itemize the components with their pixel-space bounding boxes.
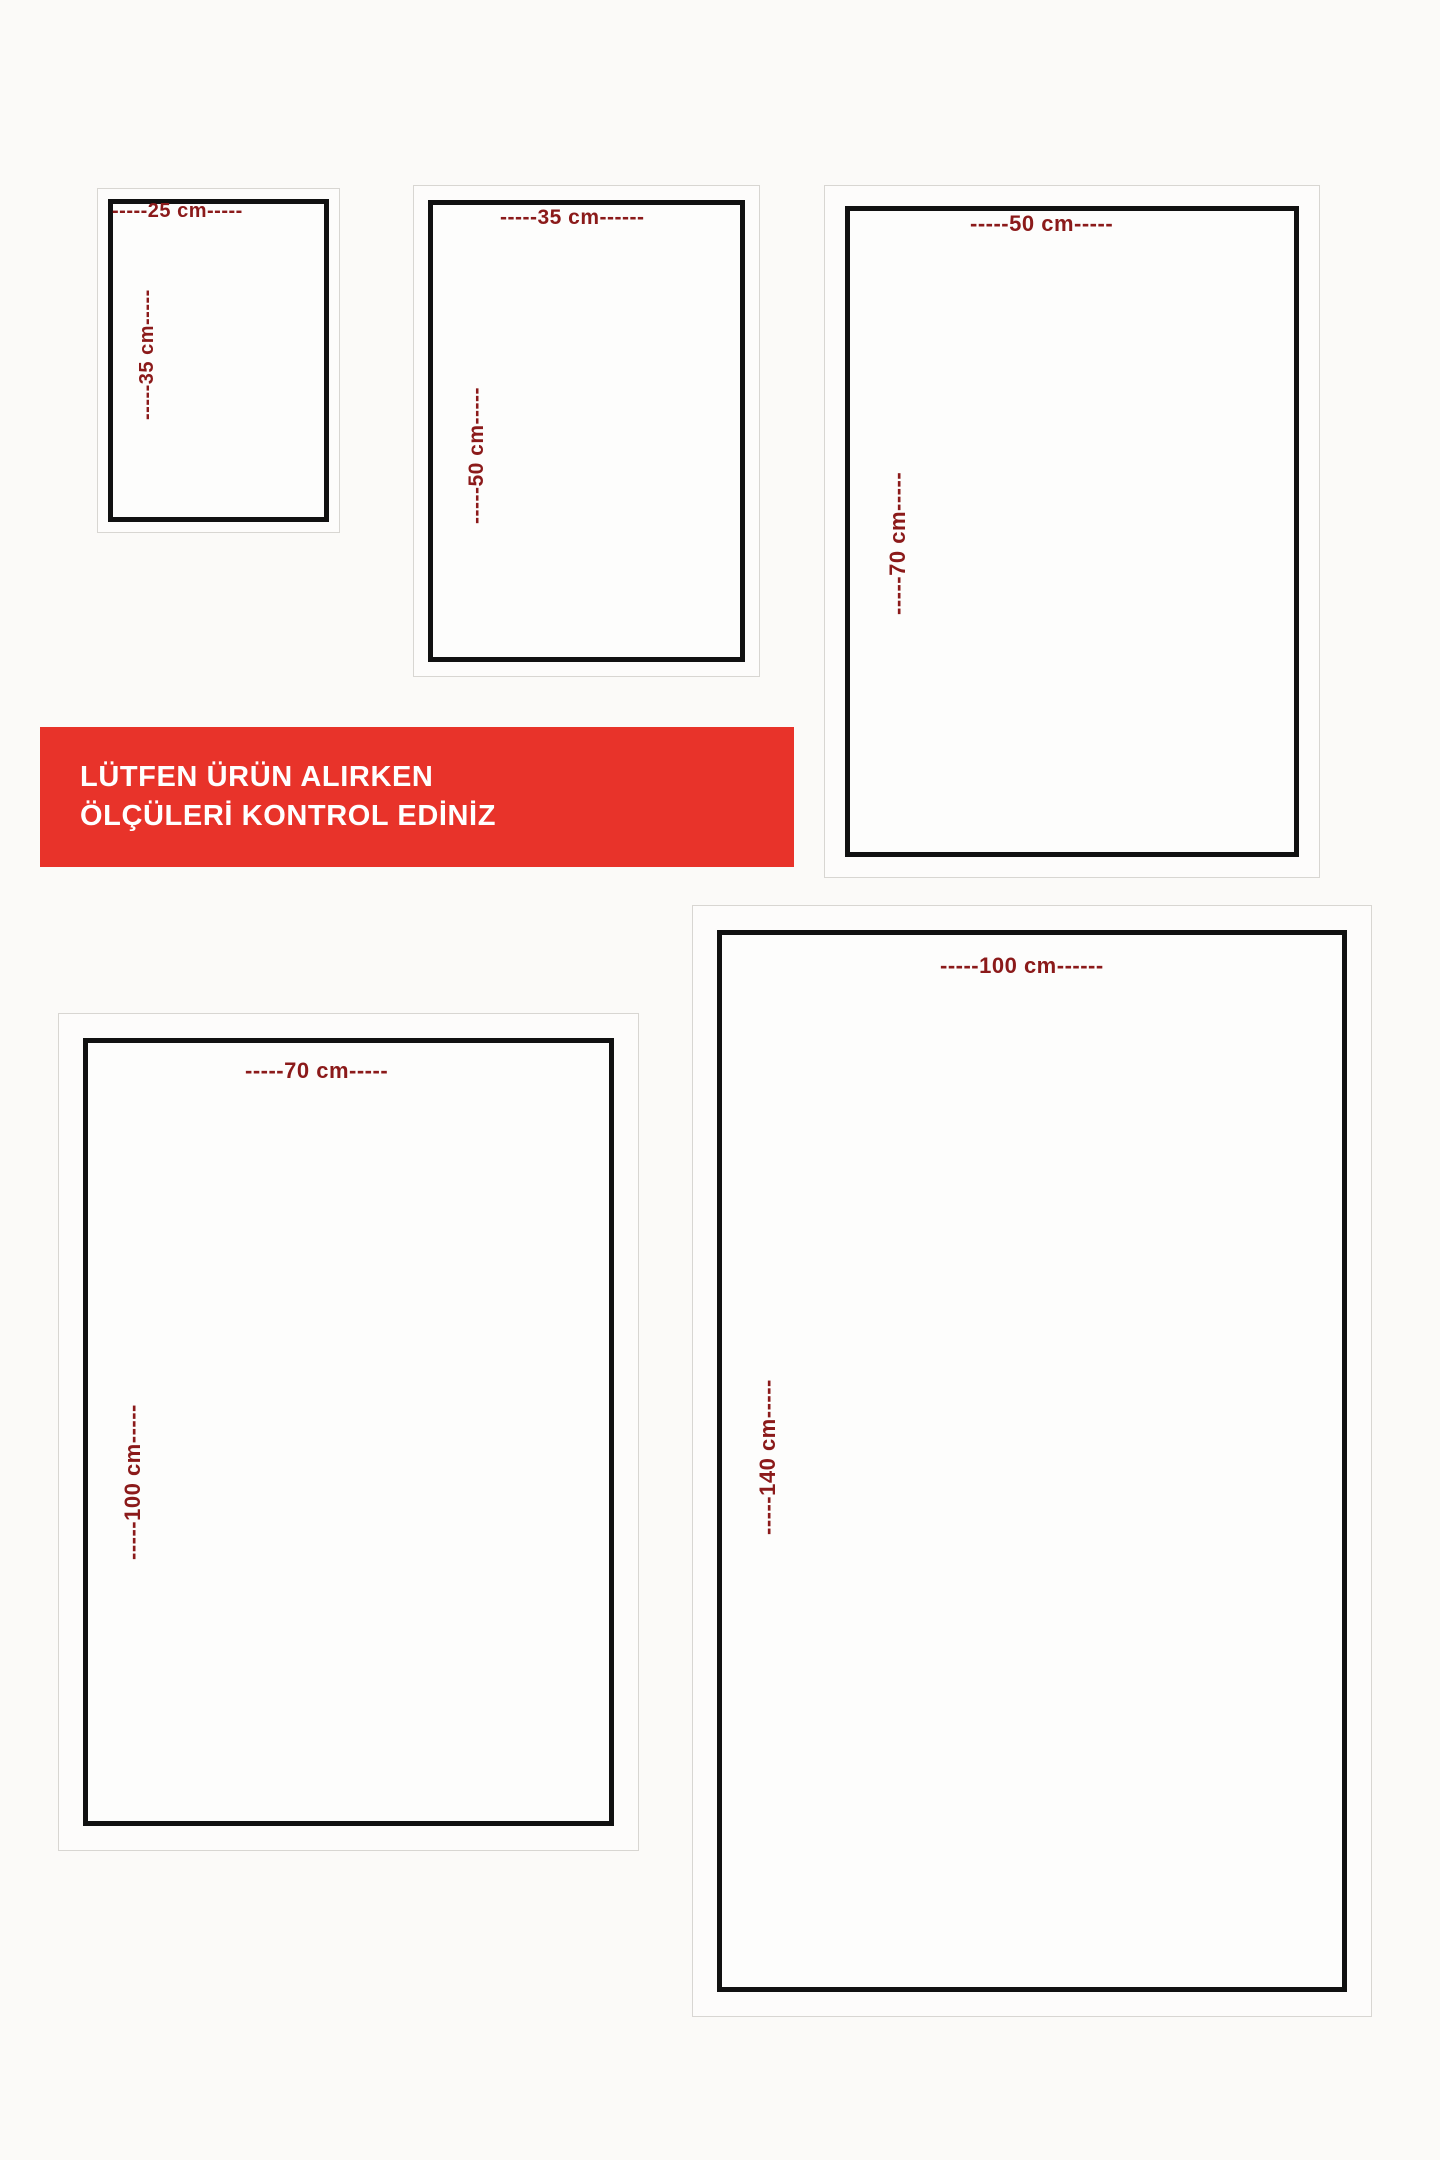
warning-banner-line-2: ÖLÇÜLERİ KONTROL EDİNİZ: [80, 800, 497, 832]
frame-25x35-height-label: -----35 cm-----: [136, 289, 158, 420]
frame-70x100-height-label: -----100 cm-----: [120, 1404, 145, 1560]
frame-100x140-height-label: -----140 cm-----: [755, 1379, 780, 1535]
warning-banner: [40, 727, 794, 867]
frame-50x70-height-label: -----70 cm-----: [885, 471, 910, 615]
frame-35x50-width-label: -----35 cm------: [500, 206, 645, 229]
frame-25x35-width-label: -----25 cm-----: [112, 200, 243, 222]
frame-50x70-inner: [845, 206, 1299, 857]
frame-70x100-width-label: -----70 cm-----: [245, 1058, 389, 1083]
frame-50x70-width-label: -----50 cm-----: [970, 211, 1114, 236]
frame-100x140-width-label: -----100 cm------: [940, 953, 1104, 978]
frame-35x50-height-label: -----50 cm-----: [465, 387, 488, 524]
warning-banner-line-1: LÜTFEN ÜRÜN ALIRKEN: [80, 760, 434, 793]
frame-70x100-inner: [83, 1038, 614, 1826]
frame-100x140-inner: [717, 930, 1347, 1992]
frame-100x140: [692, 905, 1372, 2017]
frame-25x35: [97, 188, 340, 533]
